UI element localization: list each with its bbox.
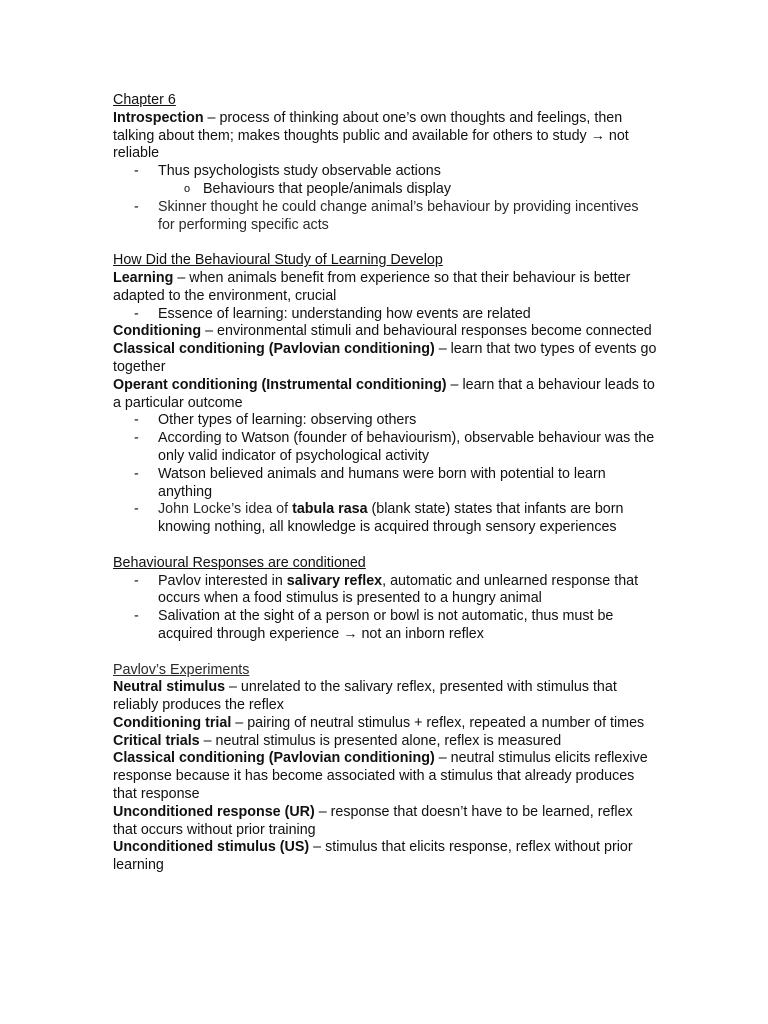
list-item-text: Watson believed animals and humans were born with potential to learn anything <box>158 465 606 500</box>
dash-bullet: - <box>134 501 139 518</box>
list-item <box>113 430 658 466</box>
learning-definition <box>113 270 658 306</box>
learning-term: Learning <box>113 269 174 286</box>
definition <box>113 733 658 751</box>
dash-bullet: - <box>134 412 139 429</box>
list-item-text: Skinner thought he could change animal’s behaviour by providing incentives for performing specific acts <box>158 198 639 233</box>
section-heading: How Did the Behavioural Study of Learning Develop <box>113 252 443 269</box>
introspection-text: – process of thinking about one’s own thoughts and feelings, then talking about them; makes thoughts public and available for others to study → not reliable <box>113 109 629 162</box>
dash-bullet: - <box>134 430 139 447</box>
list-item <box>113 306 658 324</box>
operant-conditioning-term: Operant conditioning (Instrumental conditioning) <box>113 376 447 393</box>
definition-text: – neutral stimulus is presented alone, reflex is measured <box>199 732 562 749</box>
list-item-text: Salivation at the sight of a person or bowl is not automatic, thus must be acquired through experience → not an inborn reflex <box>158 608 614 642</box>
chapter-heading: Chapter 6 <box>113 92 176 108</box>
classical-conditioning-term: Classical conditioning (Pavlovian conditioning) <box>113 341 435 358</box>
list-item <box>113 412 658 430</box>
definition-text: – stimulus that elicits response, reflex without prior learning <box>113 839 633 874</box>
definition-text: – unrelated to the salivary reflex, presented with stimulus that reliably produces the reflex <box>113 679 617 714</box>
dash-bullet: - <box>134 163 139 180</box>
introspection-definition <box>113 110 658 163</box>
list-item-text: According to Watson (founder of behaviourism), observable behaviour was the only valid indicator of psychological activity <box>158 430 655 464</box>
circle-bullet: o <box>184 182 191 195</box>
list-item <box>113 163 658 181</box>
definition <box>113 839 658 875</box>
dash-bullet: - <box>134 465 139 482</box>
list-item <box>113 199 658 235</box>
classical-conditioning-definition <box>113 341 658 377</box>
list-item <box>113 608 658 644</box>
document-page <box>113 92 658 875</box>
introspection-term: Introspection <box>113 109 204 126</box>
operant-conditioning-definition <box>113 377 658 413</box>
definition <box>113 679 658 715</box>
learning-text: – when animals benefit from experience so that their behaviour is better adapted to the environment, crucial <box>113 269 631 304</box>
dash-bullet: - <box>134 608 139 625</box>
definition-text: – neutral stimulus elicits reflexive response because it has become associated with a stimulus that already produces that response <box>113 750 648 803</box>
definition <box>113 715 658 733</box>
dash-bullet: - <box>134 305 139 322</box>
definition <box>113 804 658 840</box>
sub-list-item <box>113 181 658 199</box>
list-item <box>113 501 658 537</box>
definition-term: Conditioning trial <box>113 714 232 731</box>
list-item <box>113 466 658 502</box>
list-item-text: Other types of learning: observing others <box>158 412 417 429</box>
locke-text-post: (blank state) states that infants are born knowing nothing, all knowledge is acquired through sensory experiences <box>158 501 624 536</box>
definition <box>113 750 658 803</box>
definition-text: – response that doesn’t have to be learned, reflex that occurs without prior training <box>113 803 633 838</box>
definition-term: Neutral stimulus <box>113 679 226 696</box>
classical-conditioning-text: – learn that two types of events go together <box>113 341 657 375</box>
definition-term: Classical conditioning (Pavlovian conditioning) <box>113 750 435 767</box>
sub-list-item-text: Behaviours that people/animals display <box>203 180 451 197</box>
list-item-text: Essence of learning: understanding how events are related <box>158 305 531 322</box>
section-heading: Pavlov’s Experiments <box>113 661 250 678</box>
definition-term: Unconditioned stimulus (US) <box>113 839 310 856</box>
list-item-text-post: , automatic and unlearned response that occurs when a food stimulus is presented to a hungry animal <box>158 572 639 607</box>
definition-term: Critical trials <box>113 732 200 749</box>
list-item-text-pre: Pavlov interested in <box>158 572 287 589</box>
conditioning-definition <box>113 323 658 341</box>
dash-bullet: - <box>134 198 139 215</box>
section-heading: Behavioural Responses are conditioned <box>113 554 366 571</box>
operant-conditioning-text: – learn that a behaviour leads to a particular outcome <box>113 376 655 411</box>
conditioning-text: – environmental stimuli and behavioural responses become connected <box>201 323 652 340</box>
conditioning-term: Conditioning <box>113 323 202 340</box>
list-item <box>113 573 658 609</box>
definition-term: Unconditioned response (UR) <box>113 803 315 820</box>
salivary-reflex-term: salivary reflex <box>286 572 383 589</box>
tabula-rasa-term: tabula rasa <box>292 501 368 518</box>
definition-text: – pairing of neutral stimulus + reflex, repeated a number of times <box>231 714 645 731</box>
dash-bullet: - <box>134 572 139 589</box>
locke-text-pre: John Locke’s idea of <box>158 501 293 518</box>
list-item-text: Thus psychologists study observable actions <box>158 163 441 180</box>
